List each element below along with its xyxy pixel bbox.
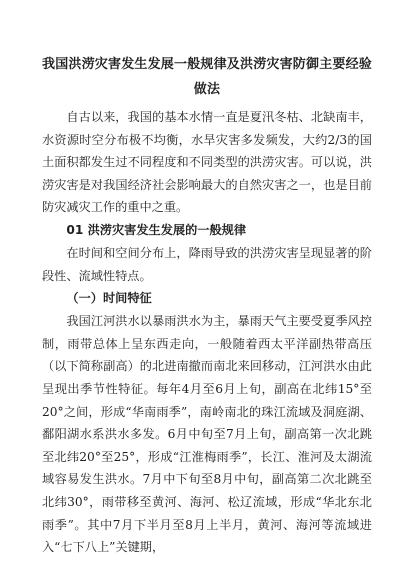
section-heading-01: 01 洪涝灾害发生发展的一般规律: [66, 222, 247, 237]
section-01-paragraph: 在时间和空间分布上，降雨导致的洪涝灾害呈现显著的阶段性、流域性特点。: [42, 245, 372, 283]
intro-paragraph: 自古以来，我国的基本水情一直是夏汛冬枯、北缺南丰，水资源时空分布极不均衡，水旱灾害多发频发，大约2/3的国土面积都发生过不同程度和不同类型的洪涝灾害。可以说，洪涝灾害是对我国经济社会影响最大的自然灾害之一，也是目前防灾减灾工作的重中之重。: [42, 110, 372, 215]
document-title: 我国洪涝灾害发生发展一般规律及洪涝灾害防御主要经验做法: [42, 57, 373, 97]
time-features-paragraph: 我国江河洪水以暴雨洪水为主，暴雨天气主要受夏季风控制，雨带总体上呈东西走向，一般随着西太平洋副热带高压（以下简称副高）的北进南撤而南北来回移动，江河洪水由此呈现出季节性特征。每年4月至6月上旬，副高在北纬15°至20°之间，形成“华南雨季”，南岭南北的珠江流域及洞庭湖、鄱阳湖水系洪水多发。6月中旬至7月上旬，副高第一次北跳至北纬20°至25°，形成“江淮梅雨季”，长江、淮河及太湖流域容易发生洪水。7月中下旬至8月中旬，副高第二次北跳至北纬30°，雨带移至黄河、海河、松辽流域，形成“华北东北雨季”。其中7月下半月至8月上半月，黄河、海河等流域进入“七下八上”关键期，: [42, 314, 372, 555]
subsection-heading-time: （一）时间特征: [66, 291, 152, 306]
